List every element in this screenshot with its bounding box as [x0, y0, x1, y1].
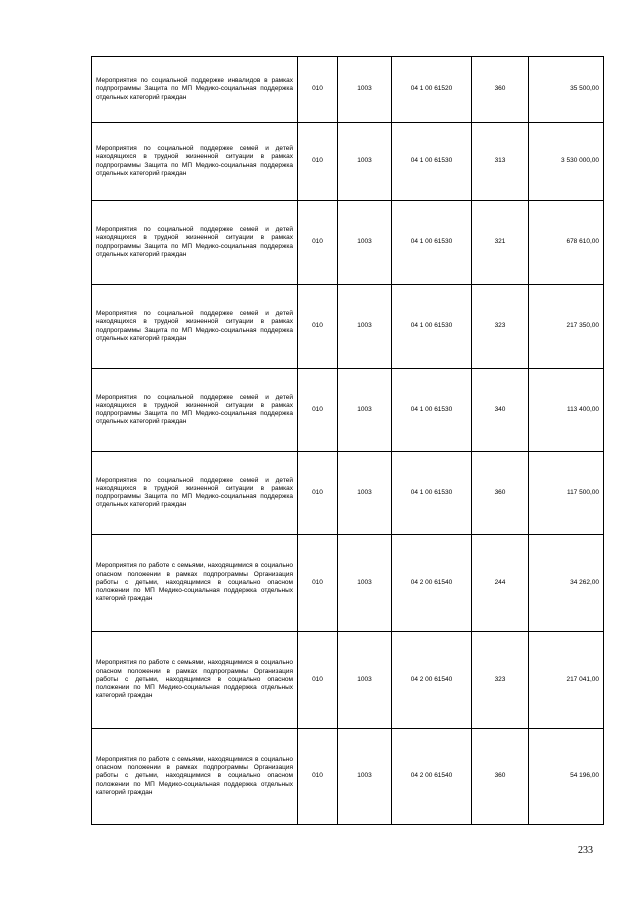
row-amount: 3 530 000,00	[529, 123, 604, 201]
row-section-code: 1003	[338, 535, 392, 632]
row-section-code: 1003	[338, 57, 392, 123]
row-expense-type: 244	[472, 535, 529, 632]
row-expense-type: 360	[472, 729, 529, 825]
table-row	[92, 201, 604, 285]
row-description: Мероприятия по социальной поддержке семей и детей находящихся в трудной жизненной ситуации в рамках подпрограммы Защита по МП Медико-социальная поддержка отдельных категорий граждан	[92, 201, 298, 285]
table-row	[92, 632, 604, 729]
row-description: Мероприятия по социальной поддержке семей и детей находящихся в трудной жизненной ситуации в рамках подпрограммы Защита по МП Медико-социальная поддержка отдельных категорий граждан	[92, 452, 298, 535]
row-admin-code: 010	[298, 632, 338, 729]
row-description: Мероприятия по социальной поддержке семей и детей находящихся в трудной жизненной ситуации в рамках подпрограммы Защита по МП Медико-социальная поддержка отдельных категорий граждан	[92, 123, 298, 201]
row-section-code: 1003	[338, 285, 392, 369]
table-row	[92, 729, 604, 825]
row-admin-code: 010	[298, 57, 338, 123]
row-target-article: 04 1 00 61530	[392, 452, 472, 535]
row-section-code: 1003	[338, 452, 392, 535]
row-amount: 54 196,00	[529, 729, 604, 825]
row-target-article: 04 1 00 61530	[392, 285, 472, 369]
row-section-code: 1003	[338, 369, 392, 452]
row-admin-code: 010	[298, 285, 338, 369]
table-row	[92, 57, 604, 123]
table-row	[92, 535, 604, 632]
row-admin-code: 010	[298, 729, 338, 825]
row-target-article: 04 2 00 61540	[392, 632, 472, 729]
row-amount: 117 500,00	[529, 452, 604, 535]
row-admin-code: 010	[298, 201, 338, 285]
row-admin-code: 010	[298, 369, 338, 452]
row-amount: 34 262,00	[529, 535, 604, 632]
row-expense-type: 323	[472, 285, 529, 369]
row-target-article: 04 1 00 61530	[392, 201, 472, 285]
row-section-code: 1003	[338, 729, 392, 825]
row-admin-code: 010	[298, 535, 338, 632]
row-amount: 217 350,00	[529, 285, 604, 369]
row-description: Мероприятия по социальной поддержке инвалидов в рамках подпрограммы Защита по МП Медико-социальная поддержка отдельных категорий граждан	[92, 57, 298, 123]
page-number: 233	[578, 845, 593, 856]
row-expense-type: 321	[472, 201, 529, 285]
row-target-article: 04 1 00 61530	[392, 123, 472, 201]
row-expense-type: 360	[472, 57, 529, 123]
table-row	[92, 369, 604, 452]
budget-table-body	[92, 57, 604, 825]
row-expense-type: 323	[472, 632, 529, 729]
row-amount: 217 041,00	[529, 632, 604, 729]
row-amount: 35 500,00	[529, 57, 604, 123]
row-section-code: 1003	[338, 123, 392, 201]
table-row	[92, 285, 604, 369]
budget-table	[91, 56, 604, 825]
row-target-article: 04 1 00 61520	[392, 57, 472, 123]
row-description: Мероприятия по работе с семьями, находящимися в социально опасном положении в рамках подпрограммы Организация работы с детьми, находящимися в социально опасном положении по МП Медико-социальная поддержка отдельных категорий граждан	[92, 535, 298, 632]
row-section-code: 1003	[338, 632, 392, 729]
table-row	[92, 452, 604, 535]
row-description: Мероприятия по работе с семьями, находящимися в социально опасном положении в рамках подпрограммы Организация работы с детьми, находящимися в социально опасном положении по МП Медико-социальная поддержка отдельных категорий граждан	[92, 729, 298, 825]
table-row	[92, 123, 604, 201]
row-amount: 113 400,00	[529, 369, 604, 452]
row-expense-type: 360	[472, 452, 529, 535]
row-expense-type: 340	[472, 369, 529, 452]
row-expense-type: 313	[472, 123, 529, 201]
row-description: Мероприятия по социальной поддержке семей и детей находящихся в трудной жизненной ситуации в рамках подпрограммы Защита по МП Медико-социальная поддержка отдельных категорий граждан	[92, 369, 298, 452]
row-section-code: 1003	[338, 201, 392, 285]
row-admin-code: 010	[298, 452, 338, 535]
row-amount: 678 610,00	[529, 201, 604, 285]
row-description: Мероприятия по работе с семьями, находящимися в социально опасном положении в рамках подпрограммы Организация работы с детьми, находящимися в социально опасном положении по МП Медико-социальная поддержка отдельных категорий граждан	[92, 632, 298, 729]
row-target-article: 04 2 00 61540	[392, 535, 472, 632]
row-description: Мероприятия по социальной поддержке семей и детей находящихся в трудной жизненной ситуации в рамках подпрограммы Защита по МП Медико-социальная поддержка отдельных категорий граждан	[92, 285, 298, 369]
row-admin-code: 010	[298, 123, 338, 201]
row-target-article: 04 1 00 61530	[392, 369, 472, 452]
row-target-article: 04 2 00 61540	[392, 729, 472, 825]
